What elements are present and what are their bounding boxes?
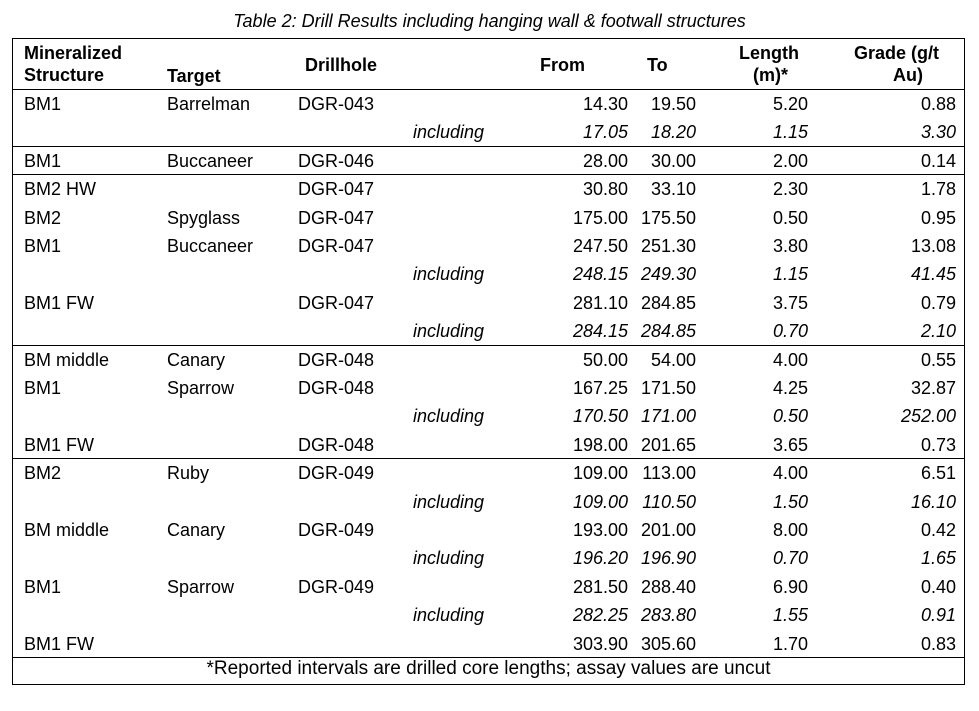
cell-length: 0.70 — [772, 548, 808, 569]
cell-structure: BM1 FW — [24, 292, 94, 313]
cell-length: 8.00 — [772, 519, 808, 540]
cell-grade: 0.73 — [920, 434, 956, 455]
cell-structure: BM middle — [24, 349, 110, 370]
cell-from: 170.50 — [572, 406, 628, 427]
cell-from: 50.00 — [582, 349, 628, 370]
cell-grade: 0.79 — [920, 292, 956, 313]
cell-target: Buccaneer — [167, 150, 254, 171]
cell-length: 0.50 — [772, 406, 808, 427]
cell-from: 28.00 — [582, 150, 628, 171]
cell-structure: BM1 — [24, 576, 62, 597]
cell-to: 288.40 — [640, 576, 696, 597]
row-group — [13, 175, 964, 345]
header-structure-line2: Structure — [24, 65, 105, 85]
cell-grade: 1.65 — [920, 548, 956, 569]
cell-length: 3.65 — [772, 434, 808, 455]
cell-grade: 16.10 — [910, 491, 956, 512]
cell-target: Buccaneer — [167, 235, 254, 256]
cell-from: 281.50 — [572, 576, 628, 597]
cell-to: 251.30 — [640, 235, 696, 256]
cell-target: Sparrow — [167, 576, 235, 597]
cell-length: 1.50 — [772, 491, 808, 512]
cell-grade: 13.08 — [910, 235, 956, 256]
header-grade-line2: Au) — [893, 65, 923, 85]
cell-from: 17.05 — [582, 122, 628, 143]
table-row — [13, 346, 964, 374]
cell-structure: BM1 FW — [24, 434, 94, 455]
cell-from: 282.25 — [572, 605, 628, 626]
cell-length: 3.80 — [772, 235, 808, 256]
cell-including: including — [413, 264, 485, 285]
cell-from: 284.15 — [572, 321, 628, 342]
cell-to: 284.85 — [640, 321, 696, 342]
cell-from: 303.90 — [572, 633, 628, 654]
table-row — [13, 374, 964, 402]
cell-drillhole: DGR-049 — [298, 463, 375, 484]
cell-from: 248.15 — [572, 264, 628, 285]
header-from: From — [540, 55, 585, 75]
cell-length: 0.50 — [772, 207, 808, 228]
cell-grade: 0.42 — [920, 519, 956, 540]
header-structure-line1: Mineralized — [24, 43, 123, 63]
table-row — [13, 90, 964, 118]
cell-length: 3.75 — [772, 292, 808, 313]
header-length-line2: (m)* — [753, 65, 788, 85]
cell-length: 1.15 — [772, 264, 808, 285]
drill-results-table — [12, 38, 965, 685]
cell-target: Barrelman — [167, 94, 251, 114]
cell-length: 1.70 — [772, 633, 808, 654]
cell-length: 4.00 — [772, 349, 808, 370]
cell-to: 54.00 — [650, 349, 696, 370]
cell-grade: 0.40 — [920, 576, 956, 597]
table-row — [13, 118, 964, 146]
cell-structure: BM1 FW — [24, 633, 94, 654]
table-row — [13, 317, 964, 345]
row-group — [13, 346, 964, 460]
cell-structure: BM2 — [24, 207, 62, 228]
cell-grade: 252.00 — [900, 406, 956, 427]
cell-from: 14.30 — [582, 94, 628, 114]
table-row — [13, 402, 964, 430]
cell-structure: BM1 — [24, 377, 62, 398]
row-group — [13, 459, 964, 658]
cell-structure: BM1 — [24, 150, 62, 171]
cell-to: 201.65 — [640, 434, 696, 455]
cell-drillhole: DGR-043 — [298, 94, 375, 114]
cell-drillhole: DGR-047 — [298, 179, 375, 200]
cell-including: including — [413, 122, 485, 143]
cell-drillhole: DGR-048 — [298, 377, 375, 398]
table-row — [13, 289, 964, 317]
cell-drillhole: DGR-049 — [298, 576, 375, 597]
cell-structure: BM2 — [24, 463, 62, 484]
cell-drillhole: DGR-047 — [298, 207, 375, 228]
row-group — [13, 147, 964, 175]
cell-drillhole: DGR-047 — [298, 292, 375, 313]
cell-grade: 0.55 — [920, 349, 956, 370]
cell-to: 171.50 — [640, 377, 696, 398]
cell-from: 196.20 — [572, 548, 628, 569]
cell-length: 2.00 — [772, 150, 808, 171]
cell-to: 33.10 — [650, 179, 696, 200]
cell-grade: 0.83 — [920, 633, 956, 654]
cell-from: 281.10 — [572, 292, 628, 313]
cell-target: Ruby — [167, 463, 210, 484]
cell-to: 196.90 — [640, 548, 696, 569]
cell-length: 4.00 — [772, 463, 808, 484]
cell-grade: 0.95 — [920, 207, 956, 228]
cell-grade: 6.51 — [920, 463, 956, 484]
table-row — [13, 431, 964, 459]
table-row — [13, 175, 964, 203]
cell-from: 167.25 — [572, 377, 628, 398]
cell-target: Canary — [167, 519, 226, 540]
cell-including: including — [413, 605, 485, 626]
cell-target: Sparrow — [167, 377, 235, 398]
cell-target: Canary — [167, 349, 226, 370]
table-header — [13, 39, 964, 90]
cell-including: including — [413, 321, 485, 342]
table-row — [13, 459, 964, 487]
cell-length: 1.15 — [772, 122, 808, 143]
row-group — [13, 90, 964, 147]
header-to: To — [647, 55, 668, 75]
footnote: *Reported intervals are drilled core lengths; assay values are uncut — [206, 658, 771, 679]
cell-length: 2.30 — [772, 179, 808, 200]
table-row — [13, 232, 964, 260]
cell-structure: BM1 — [24, 94, 62, 114]
cell-length: 4.25 — [772, 377, 808, 398]
table-row — [13, 516, 964, 544]
cell-from: 109.00 — [572, 463, 628, 484]
cell-grade: 0.88 — [920, 94, 956, 114]
cell-to: 305.60 — [640, 633, 696, 654]
cell-from: 109.00 — [572, 491, 628, 512]
cell-to: 284.85 — [640, 292, 696, 313]
cell-from: 193.00 — [572, 519, 628, 540]
table-caption: Table 2: Drill Results including hanging wall & footwall structures — [233, 11, 746, 31]
cell-to: 283.80 — [640, 605, 696, 626]
cell-structure: BM2 HW — [24, 179, 96, 200]
cell-grade: 0.91 — [920, 605, 956, 626]
cell-length: 5.20 — [772, 94, 808, 114]
cell-to: 110.50 — [642, 491, 696, 512]
cell-to: 249.30 — [640, 264, 696, 285]
cell-including: including — [413, 491, 485, 512]
cell-from: 175.00 — [572, 207, 628, 228]
cell-grade: 3.30 — [920, 122, 956, 143]
cell-grade: 32.87 — [910, 377, 956, 398]
cell-to: 30.00 — [650, 150, 696, 171]
table-row — [13, 601, 964, 629]
cell-grade: 2.10 — [920, 321, 956, 342]
cell-from: 198.00 — [572, 434, 628, 455]
cell-from: 247.50 — [572, 235, 628, 256]
table-row — [13, 544, 964, 572]
cell-to: 171.00 — [640, 406, 696, 427]
table-row — [13, 147, 964, 175]
cell-length: 6.90 — [772, 576, 808, 597]
cell-to: 18.20 — [650, 122, 696, 143]
header-target: Target — [167, 66, 221, 86]
cell-structure: BM1 — [24, 235, 62, 256]
cell-target: Spyglass — [167, 207, 241, 228]
cell-drillhole: DGR-047 — [298, 235, 375, 256]
cell-structure: BM middle — [24, 519, 110, 540]
cell-from: 30.80 — [582, 179, 628, 200]
cell-length: 1.55 — [772, 605, 808, 626]
cell-grade: 0.14 — [920, 150, 956, 171]
cell-to: 175.50 — [640, 207, 696, 228]
cell-drillhole: DGR-049 — [298, 519, 375, 540]
cell-grade: 41.45 — [910, 264, 956, 285]
cell-drillhole: DGR-048 — [298, 349, 375, 370]
cell-drillhole: DGR-048 — [298, 434, 375, 455]
cell-including: including — [413, 548, 485, 569]
cell-grade: 1.78 — [920, 179, 956, 200]
cell-to: 113.00 — [642, 463, 696, 484]
table-row — [13, 573, 964, 601]
header-length-line1: Length — [739, 43, 799, 63]
header-grade-line1: Grade (g/t — [854, 43, 940, 63]
table-row — [13, 488, 964, 516]
cell-to: 19.50 — [650, 94, 696, 114]
table-row — [13, 204, 964, 232]
table-row — [13, 260, 964, 288]
cell-including: including — [413, 406, 485, 427]
cell-drillhole: DGR-046 — [298, 150, 375, 171]
header-drillhole: Drillhole — [305, 55, 378, 75]
cell-to: 201.00 — [640, 519, 696, 540]
cell-length: 0.70 — [772, 321, 808, 342]
